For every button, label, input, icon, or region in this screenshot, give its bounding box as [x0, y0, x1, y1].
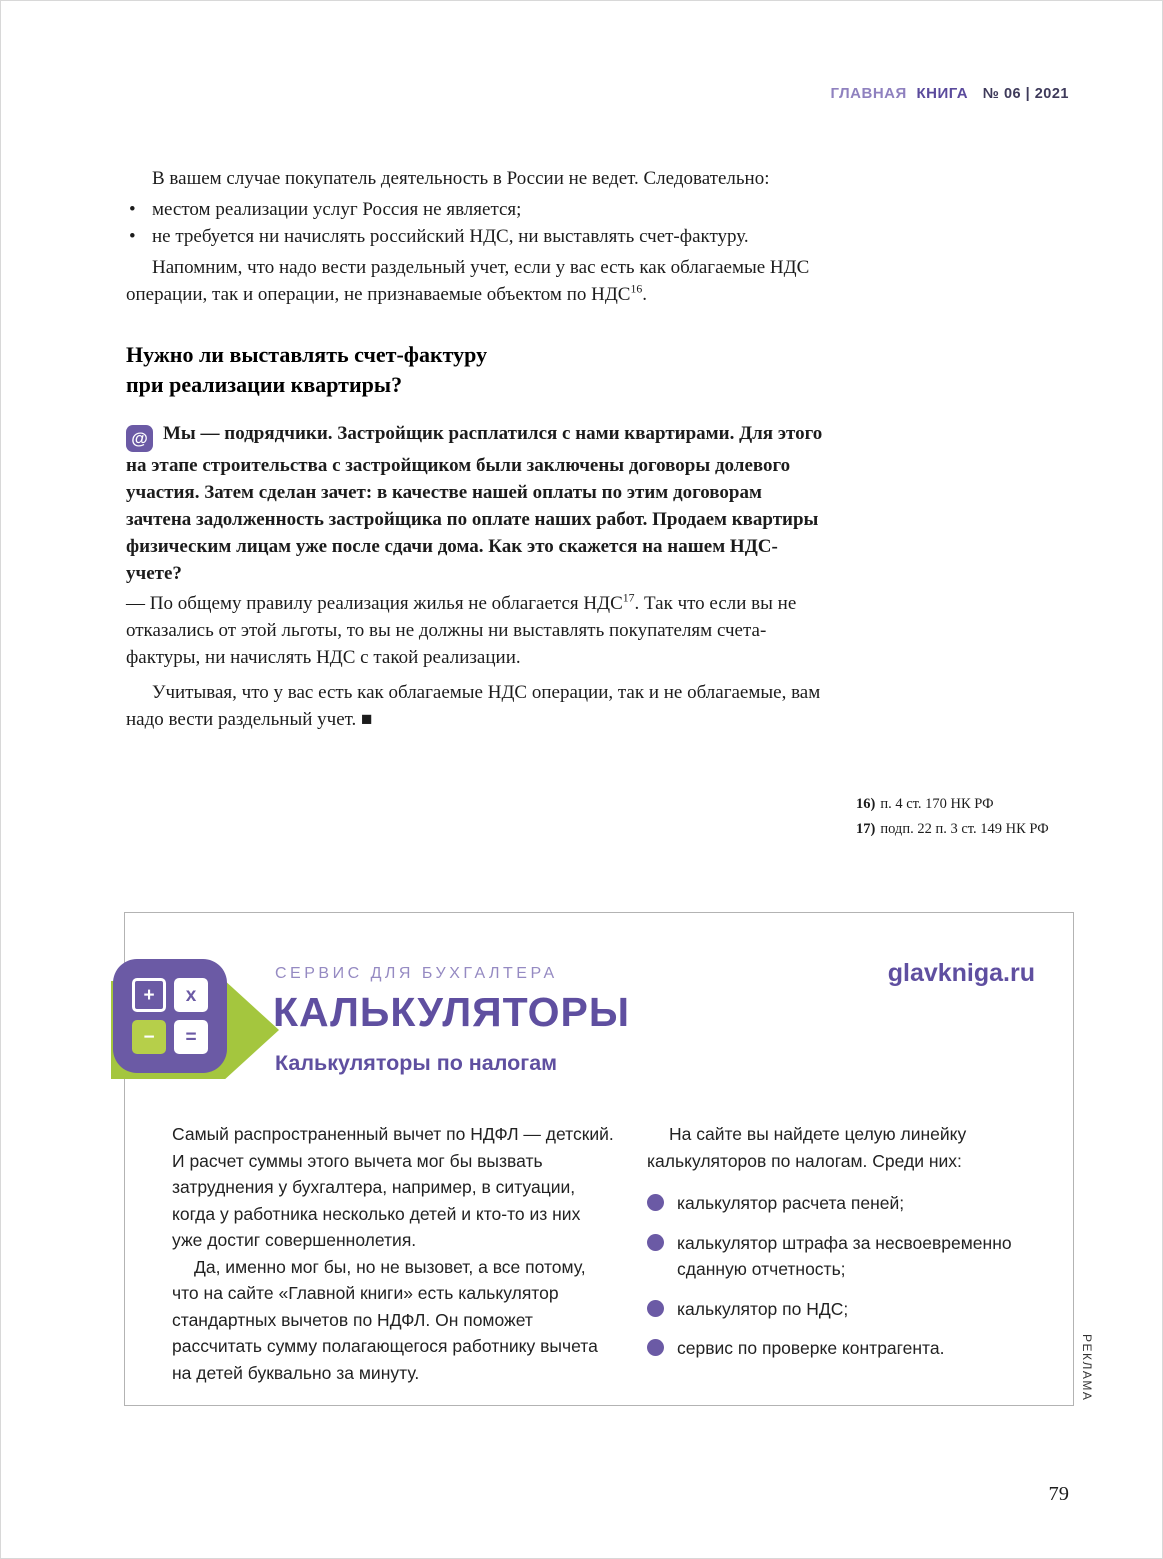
question-text: Мы — подрядчики. Застройщик расплатился с нами квартирами. Для этого на этапе строительства с застройщиком были заключены договоры долевого участия. Затем сделан зачет: в качестве нашей оплаты по этим договорам зачтена задолженность застройщика по оплате наших работ. Продаем квартиры физическим лицам уже после сдачи дома. Как это скажется на нашем НДС-учете?	[126, 423, 823, 584]
ad-list-item: калькулятор расчета пеней;	[647, 1190, 1033, 1217]
intro-bullet-list	[126, 196, 826, 250]
brand-name-light: ГЛАВНАЯ	[830, 85, 907, 102]
bullet-item: • местом реализации услуг Россия не является;	[126, 196, 826, 223]
ad-title: КАЛЬКУЛЯТОРЫ	[273, 989, 630, 1035]
ad-left-column	[172, 1121, 615, 1386]
heading-line-2: при реализации квартиры?	[126, 372, 403, 397]
reklama-label: РЕКЛАМА	[1080, 1333, 1094, 1401]
answer-tail: . Так что если вы не отказались от этой льготы, то вы не должны ни выставлять покупателям счета-фактуры, ни начислять НДС с такой реализации.	[126, 593, 797, 668]
ad-right-column	[647, 1121, 1033, 1386]
brand-name-bold: КНИГА	[916, 85, 969, 102]
page-number: 79	[1048, 1483, 1069, 1505]
ad-list-item: калькулятор штрафа за несвоевременно сданную отчетность;	[647, 1230, 1033, 1283]
ad-list-item: калькулятор по НДС;	[647, 1296, 1033, 1323]
ad-list-item: сервис по проверке контрагента.	[647, 1335, 1033, 1362]
ad-subtitle: Калькуляторы по налогам	[275, 1051, 558, 1075]
ad-left-paragraph-2: Да, именно мог бы, но не вызовет, а все потому, что на сайте «Главной книги» есть калькулятор стандартных вычетов по НДФЛ. Он поможет рассчитать сумму полагающегося работнику вычета на детей буквально за минуту.	[172, 1256, 598, 1383]
ad-box	[124, 912, 1094, 1406]
footnote-number: 16)	[856, 796, 876, 812]
calculator-icon	[113, 959, 285, 1089]
section-heading	[126, 340, 826, 400]
ad-kicker: СЕРВИС ДЛЯ БУХГАЛТЕРА	[275, 965, 558, 982]
intro-paragraph: В вашем случае покупатель деятельность в России не ведет. Следовательно:	[152, 168, 770, 189]
closing-paragraph: Учитывая, что у вас есть как облагаемые НДС операции, так и не облагаемые, вам надо вести раздельный учет. ■	[126, 682, 821, 730]
ad-site-url: glavkniga.ru	[887, 959, 1035, 987]
calculator-icon-keys	[113, 959, 227, 1073]
article-column	[126, 165, 826, 733]
ad-left-paragraph-1: Самый распространенный вычет по НДФЛ — детский. И расчет суммы этого вычета мог бы вызвать затруднения у бухгалтера, например, в ситуации, когда у работника несколько детей и кто-то из них уже достиг совершеннолетия.	[172, 1124, 614, 1250]
bullet-item: • не требуется ни начислять российский НДС, ни выставлять счет-фактуру.	[126, 223, 826, 250]
issue-number: № 06 | 2021	[982, 86, 1069, 102]
footnote-ref-16: 16	[630, 282, 643, 296]
multiply-key-icon: x	[174, 978, 208, 1012]
footnote-number: 17)	[856, 821, 876, 837]
question-paragraph	[126, 420, 826, 587]
reminder-tail: .	[642, 284, 647, 305]
answer-paragraph	[126, 590, 826, 671]
footnote-text: подп. 22 п. 3 ст. 149 НК РФ	[880, 821, 1049, 837]
reminder-paragraph	[126, 254, 826, 308]
ad-columns	[172, 1121, 1033, 1386]
footnote-text: п. 4 ст. 170 НК РФ	[880, 796, 994, 812]
footnote-16	[856, 792, 1096, 817]
ad-right-intro: На сайте вы найдете целую линейку калькуляторов по налогам. Среди них:	[647, 1124, 967, 1171]
at-icon: @	[126, 425, 153, 452]
footnote-17	[856, 817, 1096, 842]
footnote-ref-17: 17	[622, 591, 635, 605]
reminder-text: Напомним, что надо вести раздельный учет, если у вас есть как облагаемые НДС операции, так и операции, не признаваемые объектом по НДС	[126, 257, 810, 305]
heading-line-1: Нужно ли выставлять счет-фактуру	[126, 342, 488, 367]
answer-text: — По общему правилу реализация жилья не облагается НДС	[126, 593, 623, 614]
equals-key-icon: =	[174, 1020, 208, 1054]
page-header	[831, 85, 1070, 102]
margin-footnotes	[856, 792, 1096, 842]
ad-list	[647, 1190, 1033, 1362]
minus-key-icon: −	[132, 1020, 166, 1054]
plus-key-icon: +	[132, 978, 166, 1012]
